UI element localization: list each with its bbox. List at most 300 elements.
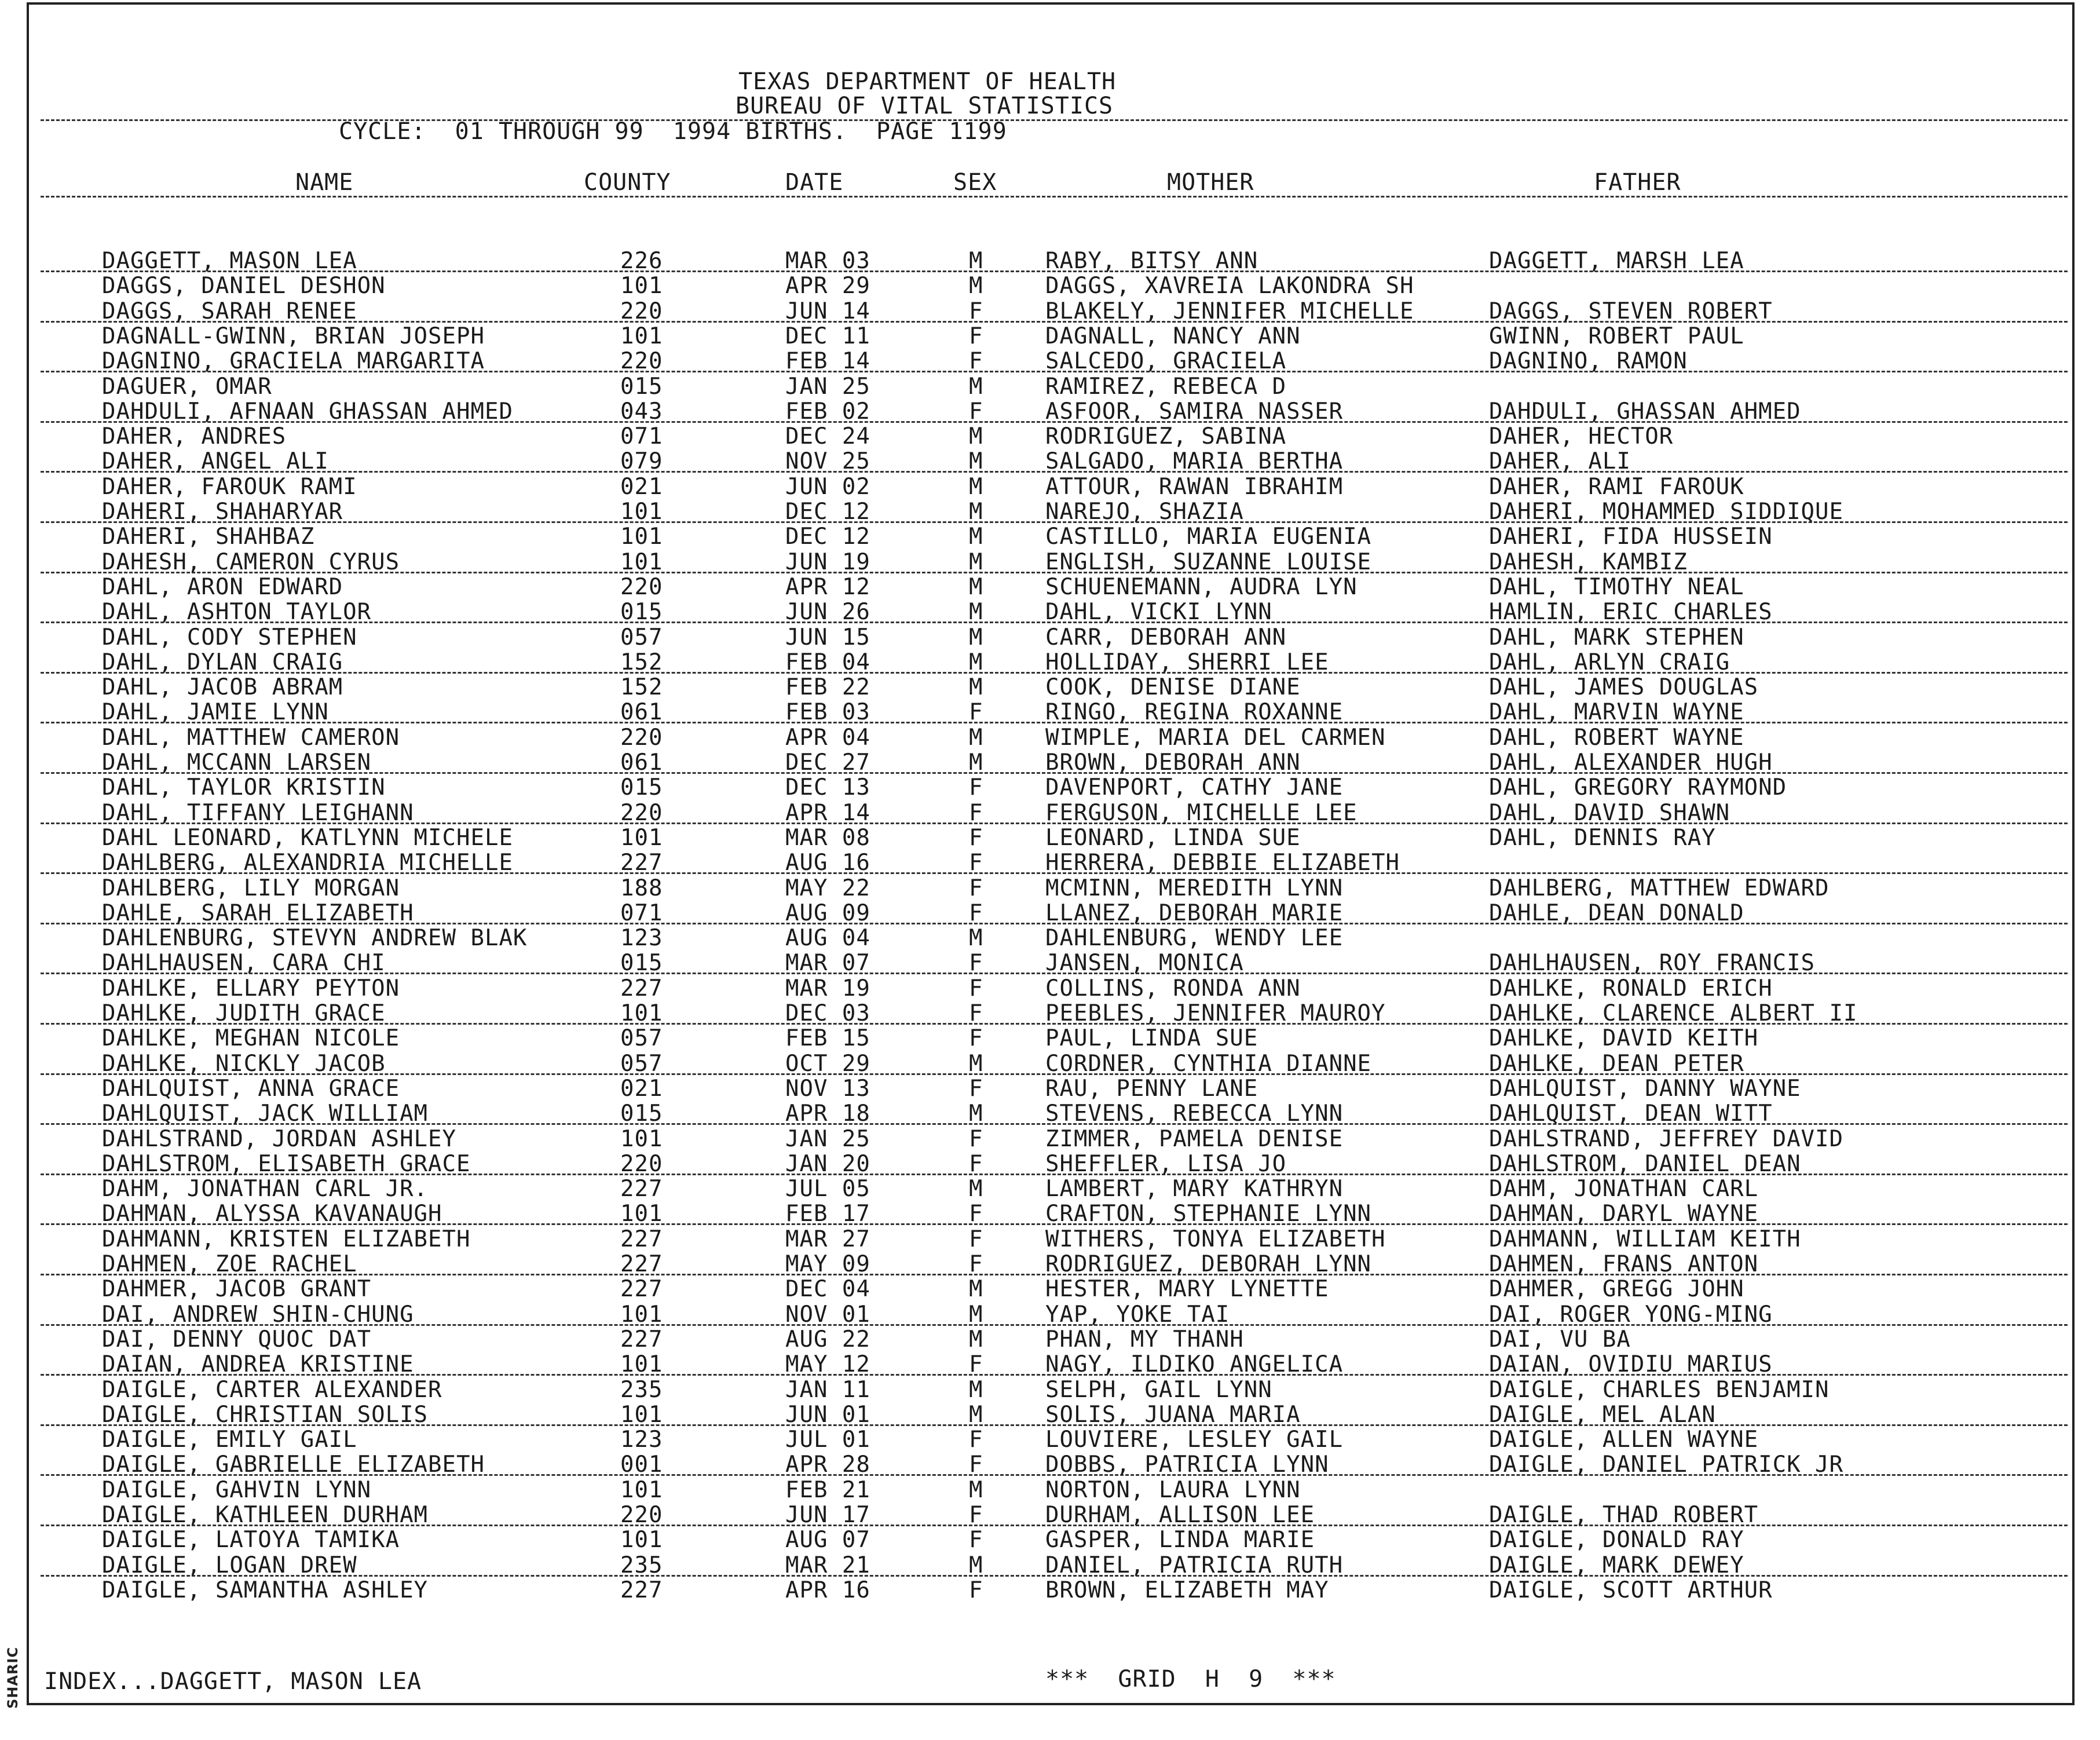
cell-date: JAN 20 bbox=[785, 1150, 870, 1177]
cell-date: JAN 25 bbox=[785, 373, 870, 400]
cell-sex: M bbox=[969, 499, 983, 525]
cell-father: DAGNINO, RAMON bbox=[1489, 348, 1688, 375]
table-row bbox=[0, 876, 2085, 901]
cell-name: DAIAN, ANDREA KRISTINE bbox=[102, 1351, 414, 1378]
table-row bbox=[0, 1077, 2085, 1101]
cell-county: 227 bbox=[620, 1176, 663, 1202]
cell-sex: M bbox=[969, 1101, 983, 1127]
cell-father: DAHLE, DEAN DONALD bbox=[1489, 900, 1744, 926]
cell-date: JUN 14 bbox=[785, 298, 870, 324]
table-row bbox=[0, 626, 2085, 650]
cell-mother: ATTOUR, RAWAN IBRAHIM bbox=[1045, 473, 1344, 500]
cell-county: 101 bbox=[620, 323, 663, 349]
cell-date: MAR 21 bbox=[785, 1552, 870, 1578]
cell-father: DAIGLE, MARK DEWEY bbox=[1489, 1552, 1744, 1578]
cell-mother: COOK, DENISE DIANE bbox=[1045, 674, 1301, 701]
table-row bbox=[0, 1127, 2085, 1152]
cell-name: DAHER, ANGEL ALI bbox=[102, 448, 329, 475]
cell-name: DAHL, MCCANN LARSEN bbox=[102, 750, 372, 776]
cell-name: DAHLBERG, ALEXANDRIA MICHELLE bbox=[102, 850, 513, 876]
cell-county: 061 bbox=[620, 699, 663, 726]
table-row bbox=[0, 700, 2085, 725]
cell-date: AUG 07 bbox=[785, 1527, 870, 1553]
cycle-line: CYCLE: 01 THROUGH 99 1994 BIRTHS. PAGE 1199 bbox=[339, 118, 1007, 145]
cell-county: 101 bbox=[620, 1401, 663, 1428]
cell-name: DAHL, MATTHEW CAMERON bbox=[102, 724, 400, 751]
cell-father: DAIGLE, MEL ALAN bbox=[1489, 1401, 1716, 1428]
cell-mother: GASPER, LINDA MARIE bbox=[1045, 1527, 1315, 1553]
cell-county: 101 bbox=[620, 1125, 663, 1152]
cell-county: 079 bbox=[620, 448, 663, 475]
cell-date: JAN 25 bbox=[785, 1125, 870, 1152]
cell-father: DAHERI, FIDA HUSSEIN bbox=[1489, 524, 1773, 550]
cell-sex: F bbox=[969, 398, 983, 425]
cell-name: DAIGLE, GABRIELLE ELIZABETH bbox=[102, 1452, 485, 1478]
cell-father: DAHESH, KAMBIZ bbox=[1489, 549, 1688, 575]
cell-mother: JANSEN, MONICA bbox=[1045, 950, 1244, 977]
table-row bbox=[0, 1328, 2085, 1352]
cell-sex: F bbox=[969, 1000, 983, 1026]
cell-sex: M bbox=[969, 624, 983, 650]
table-row bbox=[0, 525, 2085, 549]
cell-county: 152 bbox=[620, 649, 663, 675]
cell-mother: FERGUSON, MICHELLE LEE bbox=[1045, 799, 1358, 826]
cell-mother: RODRIGUEZ, DEBORAH LYNN bbox=[1045, 1251, 1372, 1277]
cell-county: 101 bbox=[620, 824, 663, 851]
footer-index: INDEX...DAGGETT, MASON LEA bbox=[44, 1668, 422, 1695]
cell-sex: F bbox=[969, 298, 983, 324]
cell-sex: F bbox=[969, 1502, 983, 1528]
table-row bbox=[0, 650, 2085, 675]
cell-sex: M bbox=[969, 573, 983, 600]
cell-mother: RAU, PENNY LANE bbox=[1045, 1075, 1258, 1102]
cell-date: MAY 12 bbox=[785, 1351, 870, 1378]
cell-mother: LAMBERT, MARY KATHRYN bbox=[1045, 1176, 1344, 1202]
table-row bbox=[0, 299, 2085, 324]
cell-father: DAHLQUIST, DEAN WITT bbox=[1489, 1101, 1773, 1127]
cell-date: JUN 17 bbox=[785, 1502, 870, 1528]
cell-sex: F bbox=[969, 975, 983, 1001]
cell-county: 227 bbox=[620, 1326, 663, 1352]
cell-mother: DANIEL, PATRICIA RUTH bbox=[1045, 1552, 1344, 1578]
footer-grid: *** GRID H 9 *** bbox=[1045, 1666, 1336, 1693]
table-row bbox=[0, 1503, 2085, 1527]
cell-sex: F bbox=[969, 1452, 983, 1478]
cell-date: MAR 19 bbox=[785, 975, 870, 1001]
cell-name: DAHLKE, ELLARY PEYTON bbox=[102, 975, 400, 1001]
cell-mother: SHEFFLER, LISA JO bbox=[1045, 1150, 1287, 1177]
cell-name: DAHLBERG, LILY MORGAN bbox=[102, 875, 400, 901]
table-row bbox=[0, 1352, 2085, 1377]
table-row bbox=[0, 449, 2085, 474]
cell-name: DAHLKE, NICKLY JACOB bbox=[102, 1050, 386, 1077]
table-row bbox=[0, 901, 2085, 926]
cell-mother: CARR, DEBORAH ANN bbox=[1045, 624, 1287, 650]
cell-mother: DURHAM, ALLISON LEE bbox=[1045, 1502, 1315, 1528]
cell-county: 226 bbox=[620, 248, 663, 274]
cell-date: AUG 04 bbox=[785, 925, 870, 952]
cell-county: 101 bbox=[620, 273, 663, 299]
cell-name: DAHLSTRAND, JORDAN ASHLEY bbox=[102, 1125, 456, 1152]
cell-sex: F bbox=[969, 1527, 983, 1553]
column-header-mother: MOTHER bbox=[1167, 169, 1254, 196]
column-header-county: COUNTY bbox=[584, 169, 671, 196]
cell-name: DAGGETT, MASON LEA bbox=[102, 248, 357, 274]
cell-mother: ZIMMER, PAMELA DENISE bbox=[1045, 1125, 1344, 1152]
cell-mother: RABY, BITSY ANN bbox=[1045, 248, 1258, 274]
cell-mother: DAGGS, XAVREIA LAKONDRA SH bbox=[1045, 273, 1414, 299]
cell-name: DAIGLE, GAHVIN LYNN bbox=[102, 1476, 372, 1503]
cell-name: DAHER, ANDRES bbox=[102, 423, 287, 450]
cell-father: DAIGLE, THAD ROBERT bbox=[1489, 1502, 1759, 1528]
table-row bbox=[0, 1578, 2085, 1603]
cell-county: 021 bbox=[620, 473, 663, 500]
cell-county: 235 bbox=[620, 1376, 663, 1403]
table-row bbox=[0, 400, 2085, 424]
cell-name: DAHLKE, MEGHAN NICOLE bbox=[102, 1025, 400, 1052]
cell-father: DAHL, ARLYN CRAIG bbox=[1489, 649, 1731, 675]
cell-father: DAHL, ALEXANDER HUGH bbox=[1489, 750, 1773, 776]
cell-mother: BROWN, ELIZABETH MAY bbox=[1045, 1577, 1329, 1603]
cell-father: DAHER, RAMI FAROUK bbox=[1489, 473, 1744, 500]
table-row bbox=[0, 375, 2085, 399]
cell-mother: HERRERA, DEBBIE ELIZABETH bbox=[1045, 850, 1400, 876]
cell-sex: F bbox=[969, 323, 983, 349]
cell-sex: M bbox=[969, 1476, 983, 1503]
table-row bbox=[0, 425, 2085, 449]
cell-date: OCT 29 bbox=[785, 1050, 870, 1077]
cell-sex: M bbox=[969, 1276, 983, 1303]
cell-mother: PEEBLES, JENNIFER MAUROY bbox=[1045, 1000, 1386, 1026]
cell-date: APR 04 bbox=[785, 724, 870, 751]
cell-father: DAHLKE, RONALD ERICH bbox=[1489, 975, 1773, 1001]
cell-date: JUN 26 bbox=[785, 599, 870, 626]
cell-mother: RINGO, REGINA ROXANNE bbox=[1045, 699, 1344, 726]
cell-father: DAHL, GREGORY RAYMOND bbox=[1489, 774, 1787, 801]
cell-county: 015 bbox=[620, 950, 663, 977]
cell-father: DAI, VU BA bbox=[1489, 1326, 1631, 1352]
cell-date: FEB 17 bbox=[785, 1201, 870, 1227]
cell-mother: NAREJO, SHAZIA bbox=[1045, 499, 1244, 525]
cell-sex: F bbox=[969, 1351, 983, 1378]
agency-title: TEXAS DEPARTMENT OF HEALTH bbox=[738, 68, 1117, 95]
cell-father: DAHM, JONATHAN CARL bbox=[1489, 1176, 1759, 1202]
cell-date: NOV 25 bbox=[785, 448, 870, 475]
cell-date: DEC 03 bbox=[785, 1000, 870, 1026]
table-row bbox=[0, 826, 2085, 850]
side-label: SHARIC bbox=[5, 1647, 21, 1709]
cell-county: 227 bbox=[620, 1577, 663, 1603]
cell-mother: HOLLIDAY, SHERRI LEE bbox=[1045, 649, 1329, 675]
cell-father: DAHMAN, DARYL WAYNE bbox=[1489, 1201, 1759, 1227]
table-row bbox=[0, 274, 2085, 298]
cell-county: 057 bbox=[620, 624, 663, 650]
bureau-title: BUREAU OF VITAL STATISTICS bbox=[736, 93, 1114, 119]
cell-sex: M bbox=[969, 1050, 983, 1077]
cell-mother: CASTILLO, MARIA EUGENIA bbox=[1045, 524, 1372, 550]
cell-name: DAHLHAUSEN, CARA CHI bbox=[102, 950, 386, 977]
cell-date: APR 16 bbox=[785, 1577, 870, 1603]
table-row bbox=[0, 550, 2085, 575]
cell-mother: SALGADO, MARIA BERTHA bbox=[1045, 448, 1344, 475]
cell-father: DAHL, ROBERT WAYNE bbox=[1489, 724, 1744, 751]
cell-sex: F bbox=[969, 875, 983, 901]
cell-name: DAGNALL-GWINN, BRIAN JOSEPH bbox=[102, 323, 485, 349]
cell-father: DAIGLE, DANIEL PATRICK JR bbox=[1489, 1452, 1843, 1478]
column-header-father: FATHER bbox=[1594, 169, 1681, 196]
cell-date: DEC 11 bbox=[785, 323, 870, 349]
cell-father: DAIGLE, CHARLES BENJAMIN bbox=[1489, 1376, 1830, 1403]
cell-father: DAHLKE, DEAN PETER bbox=[1489, 1050, 1744, 1077]
cell-name: DAHMANN, KRISTEN ELIZABETH bbox=[102, 1226, 471, 1252]
cell-date: JUN 01 bbox=[785, 1401, 870, 1428]
cell-mother: NAGY, ILDIKO ANGELICA bbox=[1045, 1351, 1344, 1378]
cell-father: DAIGLE, SCOTT ARTHUR bbox=[1489, 1577, 1773, 1603]
column-divider bbox=[41, 196, 2068, 198]
cell-father: DAI, ROGER YONG-MING bbox=[1489, 1301, 1773, 1328]
cell-sex: M bbox=[969, 925, 983, 952]
cell-sex: M bbox=[969, 649, 983, 675]
cell-sex: M bbox=[969, 1401, 983, 1428]
cell-father: DAHLBERG, MATTHEW EDWARD bbox=[1489, 875, 1830, 901]
cell-name: DAHMEN, ZOE RACHEL bbox=[102, 1251, 357, 1277]
cell-name: DAHMAN, ALYSSA KAVANAUGH bbox=[102, 1201, 442, 1227]
table-row bbox=[0, 1553, 2085, 1578]
table-row bbox=[0, 1403, 2085, 1427]
cell-date: MAR 03 bbox=[785, 248, 870, 274]
cell-father: DAHL, DAVID SHAWN bbox=[1489, 799, 1731, 826]
table-row bbox=[0, 1378, 2085, 1402]
cell-father: DAGGETT, MARSH LEA bbox=[1489, 248, 1744, 274]
cell-date: FEB 22 bbox=[785, 674, 870, 701]
cell-name: DAHL, ASHTON TAYLOR bbox=[102, 599, 372, 626]
cell-sex: F bbox=[969, 1075, 983, 1102]
cell-county: 227 bbox=[620, 975, 663, 1001]
cell-county: 101 bbox=[620, 549, 663, 575]
cell-county: 188 bbox=[620, 875, 663, 901]
cell-name: DAHM, JONATHAN CARL JR. bbox=[102, 1176, 429, 1202]
table-row bbox=[0, 1001, 2085, 1026]
cell-mother: SALCEDO, GRACIELA bbox=[1045, 348, 1287, 375]
cell-sex: F bbox=[969, 824, 983, 851]
cell-mother: DAGNALL, NANCY ANN bbox=[1045, 323, 1301, 349]
cell-county: 227 bbox=[620, 1276, 663, 1303]
column-header-sex: SEX bbox=[953, 169, 997, 196]
cell-name: DAHL, ARON EDWARD bbox=[102, 573, 343, 600]
cell-mother: BROWN, DEBORAH ANN bbox=[1045, 750, 1301, 776]
cell-father: DAHL, JAMES DOUGLAS bbox=[1489, 674, 1759, 701]
table-row bbox=[0, 249, 2085, 273]
cell-name: DAIGLE, KATHLEEN DURHAM bbox=[102, 1502, 429, 1528]
cell-date: APR 14 bbox=[785, 799, 870, 826]
cell-date: FEB 04 bbox=[785, 649, 870, 675]
table-row bbox=[0, 1177, 2085, 1201]
table-row bbox=[0, 926, 2085, 951]
cell-father: DAIGLE, DONALD RAY bbox=[1489, 1527, 1744, 1553]
cell-sex: F bbox=[969, 950, 983, 977]
cell-county: 057 bbox=[620, 1050, 663, 1077]
cell-sex: F bbox=[969, 1226, 983, 1252]
cell-sex: F bbox=[969, 1201, 983, 1227]
cell-date: AUG 09 bbox=[785, 900, 870, 926]
cell-county: 220 bbox=[620, 573, 663, 600]
cell-county: 071 bbox=[620, 900, 663, 926]
cell-father: DAHL, MARK STEPHEN bbox=[1489, 624, 1744, 650]
table-row bbox=[0, 1026, 2085, 1051]
cell-name: DAHLE, SARAH ELIZABETH bbox=[102, 900, 414, 926]
cell-sex: M bbox=[969, 1552, 983, 1578]
cell-father: DAHLQUIST, DANNY WAYNE bbox=[1489, 1075, 1801, 1102]
cell-date: MAY 22 bbox=[785, 875, 870, 901]
table-row bbox=[0, 851, 2085, 875]
cell-sex: M bbox=[969, 1376, 983, 1403]
cell-date: APR 28 bbox=[785, 1452, 870, 1478]
cell-date: NOV 13 bbox=[785, 1075, 870, 1102]
cell-date: JUL 05 bbox=[785, 1176, 870, 1202]
cell-county: 123 bbox=[620, 925, 663, 952]
cell-name: DAGGS, SARAH RENEE bbox=[102, 298, 357, 324]
cell-county: 061 bbox=[620, 750, 663, 776]
cell-father: DAHER, ALI bbox=[1489, 448, 1631, 475]
cell-county: 101 bbox=[620, 1000, 663, 1026]
cell-sex: F bbox=[969, 850, 983, 876]
cell-mother: DAVENPORT, CATHY JANE bbox=[1045, 774, 1344, 801]
cell-mother: SOLIS, JUANA MARIA bbox=[1045, 1401, 1301, 1428]
cell-name: DAI, ANDREW SHIN-CHUNG bbox=[102, 1301, 414, 1328]
cell-county: 220 bbox=[620, 1150, 663, 1177]
table-row bbox=[0, 1102, 2085, 1126]
table-row bbox=[0, 1453, 2085, 1477]
table-row bbox=[0, 1152, 2085, 1176]
cell-date: FEB 02 bbox=[785, 398, 870, 425]
cell-father: DAHMER, GREGG JOHN bbox=[1489, 1276, 1744, 1303]
cell-county: 220 bbox=[620, 1502, 663, 1528]
cell-name: DAHMER, JACOB GRANT bbox=[102, 1276, 372, 1303]
cell-mother: RODRIGUEZ, SABINA bbox=[1045, 423, 1287, 450]
cell-name: DAHL, TAYLOR KRISTIN bbox=[102, 774, 386, 801]
cell-mother: LOUVIERE, LESLEY GAIL bbox=[1045, 1427, 1344, 1453]
cell-mother: BLAKELY, JENNIFER MICHELLE bbox=[1045, 298, 1414, 324]
table-row bbox=[0, 951, 2085, 975]
cell-date: AUG 22 bbox=[785, 1326, 870, 1352]
cell-mother: STEVENS, REBECCA LYNN bbox=[1045, 1101, 1344, 1127]
cell-mother: MCMINN, MEREDITH LYNN bbox=[1045, 875, 1344, 901]
cell-date: DEC 12 bbox=[785, 499, 870, 525]
cell-date: APR 18 bbox=[785, 1101, 870, 1127]
cell-mother: SELPH, GAIL LYNN bbox=[1045, 1376, 1272, 1403]
cell-mother: PAUL, LINDA SUE bbox=[1045, 1025, 1258, 1052]
cell-date: NOV 01 bbox=[785, 1301, 870, 1328]
cell-date: MAR 08 bbox=[785, 824, 870, 851]
cell-father: DAHER, HECTOR bbox=[1489, 423, 1674, 450]
cell-father: DAHLSTRAND, JEFFREY DAVID bbox=[1489, 1125, 1843, 1152]
cell-county: 043 bbox=[620, 398, 663, 425]
cell-sex: M bbox=[969, 448, 983, 475]
cell-name: DAIGLE, SAMANTHA ASHLEY bbox=[102, 1577, 429, 1603]
cell-date: APR 29 bbox=[785, 273, 870, 299]
table-row bbox=[0, 675, 2085, 700]
table-row bbox=[0, 1528, 2085, 1552]
cell-date: DEC 12 bbox=[785, 524, 870, 550]
cell-county: 220 bbox=[620, 298, 663, 324]
cell-father: DAHMANN, WILLIAM KEITH bbox=[1489, 1226, 1801, 1252]
table-row bbox=[0, 801, 2085, 825]
cell-county: 021 bbox=[620, 1075, 663, 1102]
cell-county: 101 bbox=[620, 1201, 663, 1227]
column-header-name: NAME bbox=[295, 169, 354, 196]
table-row bbox=[0, 1052, 2085, 1076]
cell-name: DAHER, FAROUK RAMI bbox=[102, 473, 357, 500]
cell-sex: M bbox=[969, 1326, 983, 1352]
cell-name: DAHL, JAMIE LYNN bbox=[102, 699, 329, 726]
cell-mother: DAHLENBURG, WENDY LEE bbox=[1045, 925, 1344, 952]
table-row bbox=[0, 1428, 2085, 1452]
cell-sex: F bbox=[969, 348, 983, 375]
cell-sex: M bbox=[969, 674, 983, 701]
cell-mother: NORTON, LAURA LYNN bbox=[1045, 1476, 1301, 1503]
cell-sex: F bbox=[969, 1150, 983, 1177]
column-header-date: DATE bbox=[785, 169, 844, 196]
cell-date: JUN 15 bbox=[785, 624, 870, 650]
cell-sex: M bbox=[969, 473, 983, 500]
cell-father: DAHLSTROM, DANIEL DEAN bbox=[1489, 1150, 1801, 1177]
table-row bbox=[0, 600, 2085, 624]
cell-mother: LLANEZ, DEBORAH MARIE bbox=[1045, 900, 1344, 926]
table-row bbox=[0, 1277, 2085, 1302]
cell-mother: YAP, YOKE TAI bbox=[1045, 1301, 1230, 1328]
cell-mother: HESTER, MARY LYNETTE bbox=[1045, 1276, 1329, 1303]
cell-father: DAHL, MARVIN WAYNE bbox=[1489, 699, 1744, 726]
cell-sex: M bbox=[969, 724, 983, 751]
table-row bbox=[0, 1202, 2085, 1226]
cell-date: JUN 02 bbox=[785, 473, 870, 500]
cell-mother: SCHUENEMANN, AUDRA LYN bbox=[1045, 573, 1358, 600]
table-row bbox=[0, 500, 2085, 524]
cell-mother: DAHL, VICKI LYNN bbox=[1045, 599, 1272, 626]
cell-date: MAR 27 bbox=[785, 1226, 870, 1252]
cell-name: DAIGLE, CARTER ALEXANDER bbox=[102, 1376, 442, 1403]
cell-father: DAHLKE, DAVID KEITH bbox=[1489, 1025, 1759, 1052]
table-row bbox=[0, 324, 2085, 349]
cell-date: JUN 19 bbox=[785, 549, 870, 575]
cell-name: DAHLQUIST, JACK WILLIAM bbox=[102, 1101, 429, 1127]
cell-father: DAHL, TIMOTHY NEAL bbox=[1489, 573, 1744, 600]
cell-county: 071 bbox=[620, 423, 663, 450]
cell-date: FEB 21 bbox=[785, 1476, 870, 1503]
cell-name: DAHL, JACOB ABRAM bbox=[102, 674, 343, 701]
table-row bbox=[0, 977, 2085, 1001]
cell-father: GWINN, ROBERT PAUL bbox=[1489, 323, 1744, 349]
table-row bbox=[0, 475, 2085, 499]
cell-mother: COLLINS, RONDA ANN bbox=[1045, 975, 1301, 1001]
cell-sex: F bbox=[969, 1577, 983, 1603]
cell-father: HAMLIN, ERIC CHARLES bbox=[1489, 599, 1773, 626]
cell-father: DAHMEN, FRANS ANTON bbox=[1489, 1251, 1759, 1277]
cell-name: DAHL, CODY STEPHEN bbox=[102, 624, 357, 650]
cell-sex: F bbox=[969, 699, 983, 726]
cell-name: DAHL, DYLAN CRAIG bbox=[102, 649, 343, 675]
cell-name: DAHLQUIST, ANNA GRACE bbox=[102, 1075, 400, 1102]
cell-father: DAIAN, OVIDIU MARIUS bbox=[1489, 1351, 1773, 1378]
cell-sex: M bbox=[969, 524, 983, 550]
cell-mother: ENGLISH, SUZANNE LOUISE bbox=[1045, 549, 1372, 575]
table-row bbox=[0, 1252, 2085, 1277]
cell-sex: M bbox=[969, 549, 983, 575]
cell-mother: LEONARD, LINDA SUE bbox=[1045, 824, 1301, 851]
cell-name: DAGNINO, GRACIELA MARGARITA bbox=[102, 348, 485, 375]
cell-mother: WIMPLE, MARIA DEL CARMEN bbox=[1045, 724, 1386, 751]
cell-county: 101 bbox=[620, 499, 663, 525]
